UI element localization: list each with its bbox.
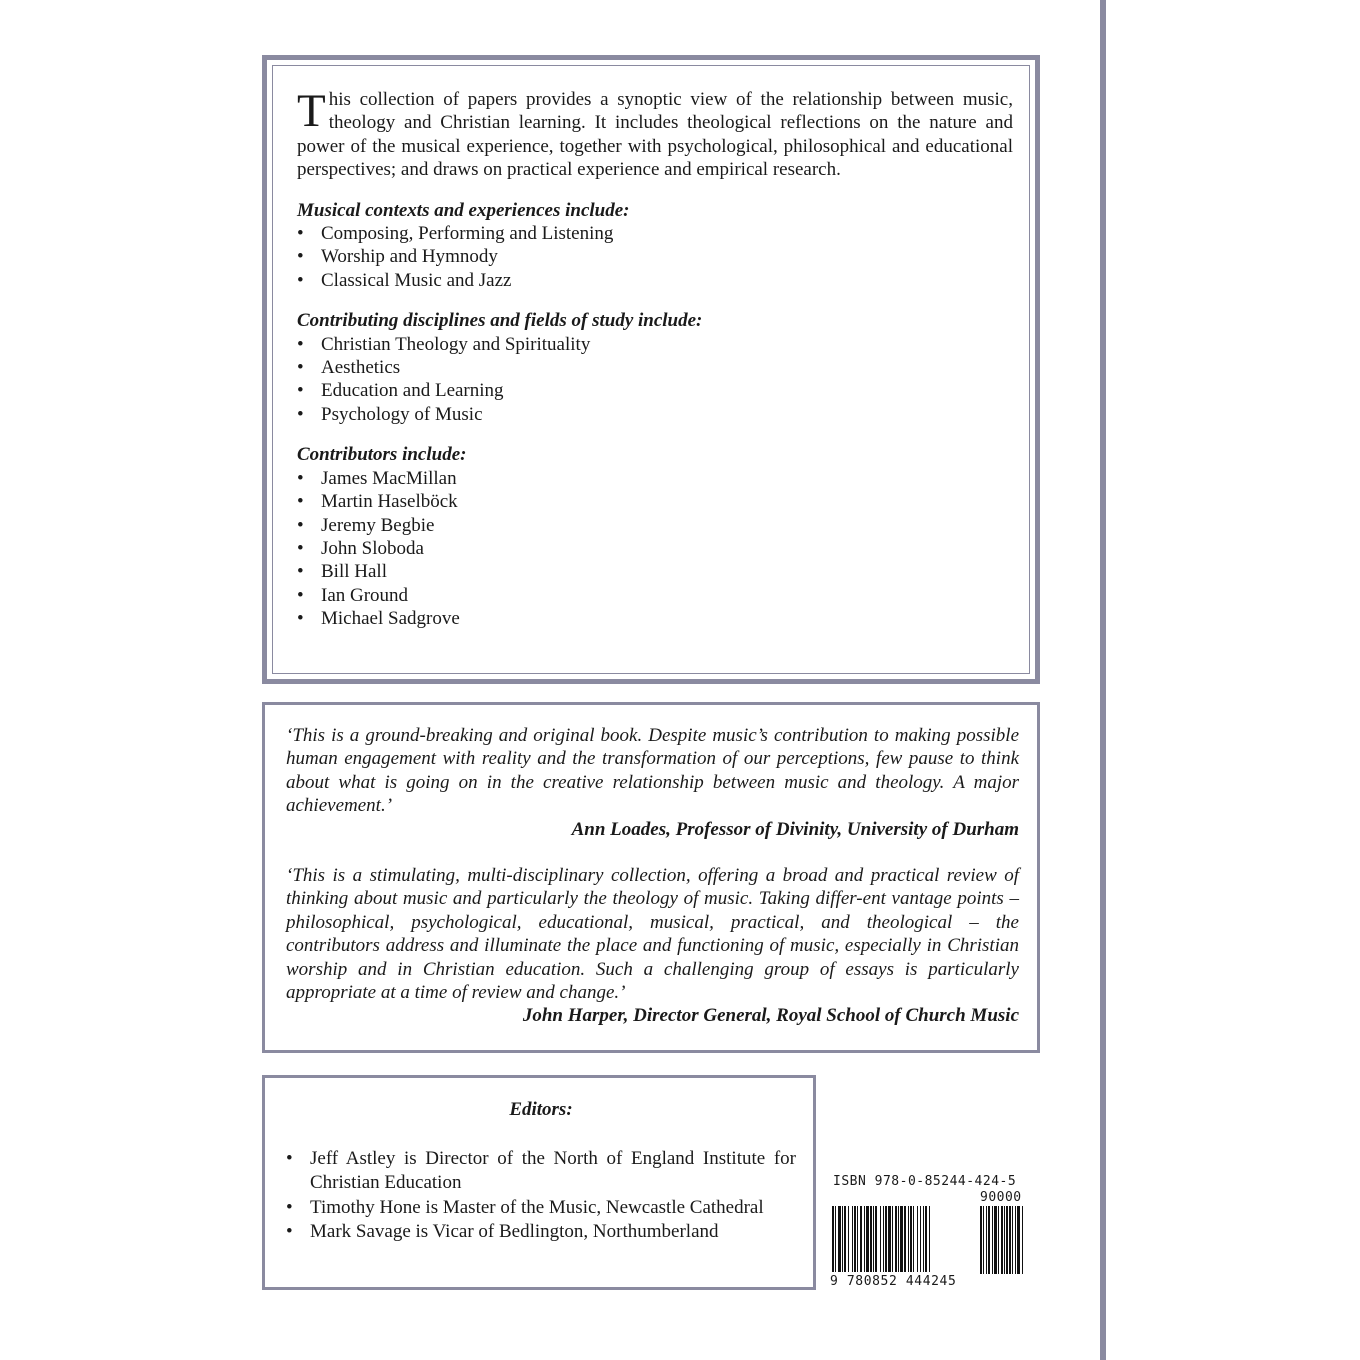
section-list [297,333,1013,427]
barcode-bar [873,1206,874,1272]
barcode-addon-bar [988,1206,990,1274]
editors-panel [262,1075,816,1290]
description-content [297,85,1013,648]
list-item: • Michael Sadgrove [297,607,1013,630]
barcode-bar [898,1206,899,1272]
list-item: • Bill Hall [297,560,1013,583]
isbn-barcode [830,1174,1040,1292]
price-code: 90000 [980,1190,1022,1205]
barcode-addon-bar [1004,1206,1005,1274]
list-item: • Christian Theology and Spirituality [297,333,1013,356]
section-list [297,467,1013,631]
barcode-addon-bar [998,1206,999,1274]
barcode-bar [925,1206,927,1272]
barcode-addon-bar [1017,1206,1020,1274]
barcode-bar [866,1206,869,1272]
endorsement-quote: ‘This is a stimulating, multi-disciplinary collection, offering a broad and practical review of thinking about music and particularly the theology of music. Taking differ-ent vantage points – philosophical, psychological, educational, musical, practical, and theological – the contributors address and illuminate the place and functioning of music, especially in Christian worship and in Christian education. Such a challenging group of essays is particularly appropriate at a time of review and change.’ [286,865,1019,1004]
barcode-bar [870,1206,872,1272]
barcode-addon-bar [1022,1206,1023,1274]
endorsement-attribution: Ann Loades, Professor of Divinity, University of Durham [571,818,1019,840]
list-item: • Worship and Hymnody [297,245,1013,268]
endorsements [286,724,1019,1051]
list-item: • Psychology of Music [297,403,1013,426]
list-item: • Classical Music and Jazz [297,269,1013,292]
barcode-bar [923,1206,924,1272]
barcode-bar [875,1206,877,1272]
barcode-bar [864,1206,865,1272]
barcode-addon-bar [994,1206,997,1274]
barcode-bar [848,1206,849,1272]
editors-list [286,1147,796,1245]
barcode-bar [917,1206,918,1272]
barcode-bar [910,1206,912,1272]
barcode-bar [854,1206,856,1272]
barcode-addon-bar [992,1206,993,1274]
list-item: • John Sloboda [297,537,1013,560]
barcode-bar [852,1206,853,1272]
description-panel [262,55,1040,684]
intro-paragraph [297,85,1013,182]
editors-content [286,1098,796,1245]
barcode-bar [880,1206,881,1272]
barcode-bar [900,1206,903,1272]
editors-title: Editors: [509,1099,573,1120]
spine-stripe [1100,0,1106,1360]
intro-text: his collection of papers provides a synoptic view of the relationship between music, theology and Christian learning. It includes theological reflections on the nature and power of the musical experience, together with psychological, philosophical and educational perspectives; and draws on practical experience and empirical research. [297,89,1013,181]
section-heading: Musical contexts and experiences include: [297,199,630,221]
barcode-bar [857,1206,858,1272]
drop-cap: T [297,85,326,137]
barcode-addon-bar [983,1206,984,1274]
barcode-bars [830,1206,1034,1274]
barcode-addon-bar [986,1206,987,1274]
section-list [297,222,1013,292]
barcode-addon-bar [1009,1206,1011,1274]
editor-item: • Jeff Astley is Director of the North of England Institute for Christian Education [286,1147,796,1196]
endorsements-panel [262,702,1040,1053]
barcode-addon-bar [1015,1206,1016,1274]
list-item: • James MacMillan [297,467,1013,490]
barcode-bar [860,1206,862,1272]
barcode-bar [920,1206,921,1272]
editor-item: • Mark Savage is Vicar of Bedlington, Northumberland [286,1220,796,1245]
barcode-bar [885,1206,887,1272]
barcode-addon-bar [1006,1206,1008,1274]
barcode-addon-bar [980,1206,982,1274]
barcode-bar [838,1206,841,1272]
barcode-bar [892,1206,893,1272]
list-item: • Martin Haselböck [297,490,1013,513]
barcode-bar [908,1206,909,1272]
barcode-bar [844,1206,846,1272]
list-item: • Jeremy Begbie [297,514,1013,537]
topic-sections [297,199,1013,631]
section-heading: Contributing disciplines and fields of study include: [297,310,703,332]
barcode-bar [929,1206,930,1272]
barcode-addon-bar [1012,1206,1013,1274]
isbn-label: ISBN 978-0-85244-424-5 [833,1174,1017,1189]
barcode-bar [888,1206,891,1272]
list-item: • Education and Learning [297,379,1013,402]
barcode-bar [913,1206,914,1272]
section-heading: Contributors include: [297,444,467,466]
barcode-addon-bar [1001,1206,1003,1274]
barcode-bar [835,1206,836,1272]
barcode-bar [883,1206,884,1272]
endorsement-quote: ‘This is a ground-breaking and original book. Despite music’s contribution to making possible human engagement with reality and the transformation of our perceptions, few pause to think about what is going on in the creative relationship between music and theology. A major achievement.’ [286,725,1019,817]
list-item: • Composing, Performing and Listening [297,222,1013,245]
barcode-bar [904,1206,906,1272]
editor-item: • Timothy Hone is Master of the Music, Newcastle Cathedral [286,1196,796,1221]
barcode-bar [832,1206,834,1272]
barcode-number: 9 780852 444245 [830,1274,957,1289]
endorsement-attribution: John Harper, Director General, Royal School of Church Music [522,1005,1019,1027]
barcode-bar [842,1206,843,1272]
barcode-bar [895,1206,897,1272]
list-item: • Ian Ground [297,584,1013,607]
list-item: • Aesthetics [297,356,1013,379]
